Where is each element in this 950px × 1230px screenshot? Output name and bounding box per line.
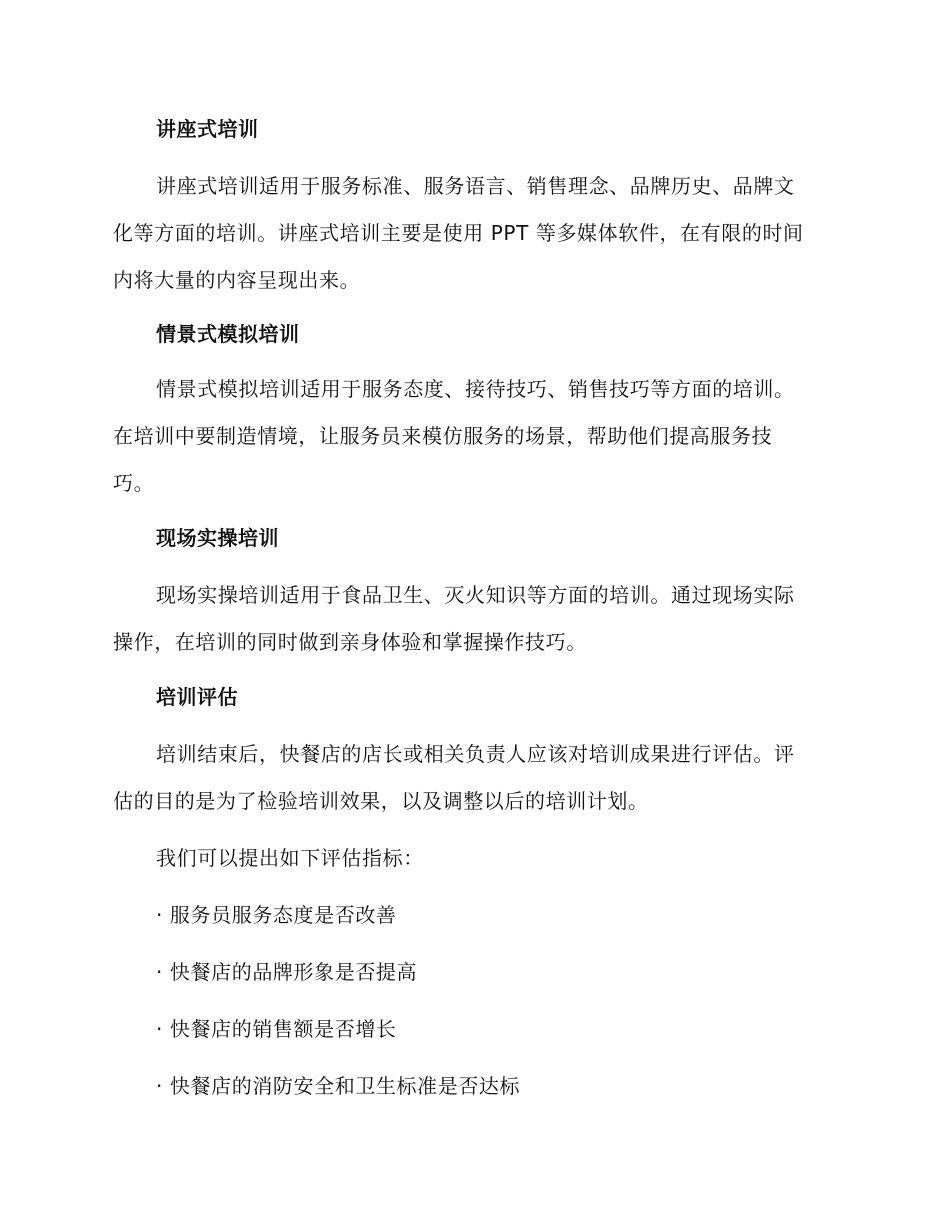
section-paragraph-lecture <box>113 163 835 304</box>
indicator-item: · 快餐店的消防安全和卫生标准是否达标 <box>156 1074 521 1098</box>
paragraph-line: 内将大量的内容呈现出来。 <box>113 268 361 292</box>
paragraph-line: 化等方面的培训。讲座式培训主要是使用 PPT 等多媒体软件，在有限的时间 <box>113 221 804 245</box>
paragraph-line: 情景式模拟培训适用于服务态度、接待技巧、销售技巧等方面的培训。 <box>156 377 795 401</box>
paragraph-line: 在培训中要制造情境，让服务员来模仿服务的场景，帮助他们提高服务技 <box>113 424 773 448</box>
section-paragraph-scenario <box>113 366 835 507</box>
indicator-item: · 快餐店的销售额是否增长 <box>156 1017 397 1041</box>
paragraph-line: 现场实操培训适用于食品卫生、灭火知识等方面的培训。通过现场实际 <box>156 583 795 607</box>
paragraph-line: 估的目的是为了检验培训效果，以及调整以后的培训计划。 <box>113 789 649 813</box>
paragraph-line: 培训结束后，快餐店的店长或相关负责人应该对培训成果进行评估。评 <box>156 742 795 766</box>
section-paragraph-onsite <box>113 572 835 666</box>
indicator-item: · 服务员服务态度是否改善 <box>156 903 397 927</box>
indicators-intro: 我们可以提出如下评估指标： <box>156 846 424 870</box>
section-heading-scenario: 情景式模拟培训 <box>156 322 300 346</box>
indicator-item: · 快餐店的品牌形象是否提高 <box>156 960 418 984</box>
paragraph-line: 讲座式培训适用于服务标准、服务语言、销售理念、品牌历史、品牌文 <box>156 174 795 198</box>
section-heading-evaluation: 培训评估 <box>156 685 238 709</box>
section-heading-onsite: 现场实操培训 <box>156 526 279 550</box>
paragraph-line: 巧。 <box>113 471 155 495</box>
paragraph-line: 操作，在培训的同时做到亲身体验和掌握操作技巧。 <box>113 630 587 654</box>
section-paragraph-evaluation <box>113 731 835 825</box>
section-heading-lecture: 讲座式培训 <box>156 117 259 141</box>
